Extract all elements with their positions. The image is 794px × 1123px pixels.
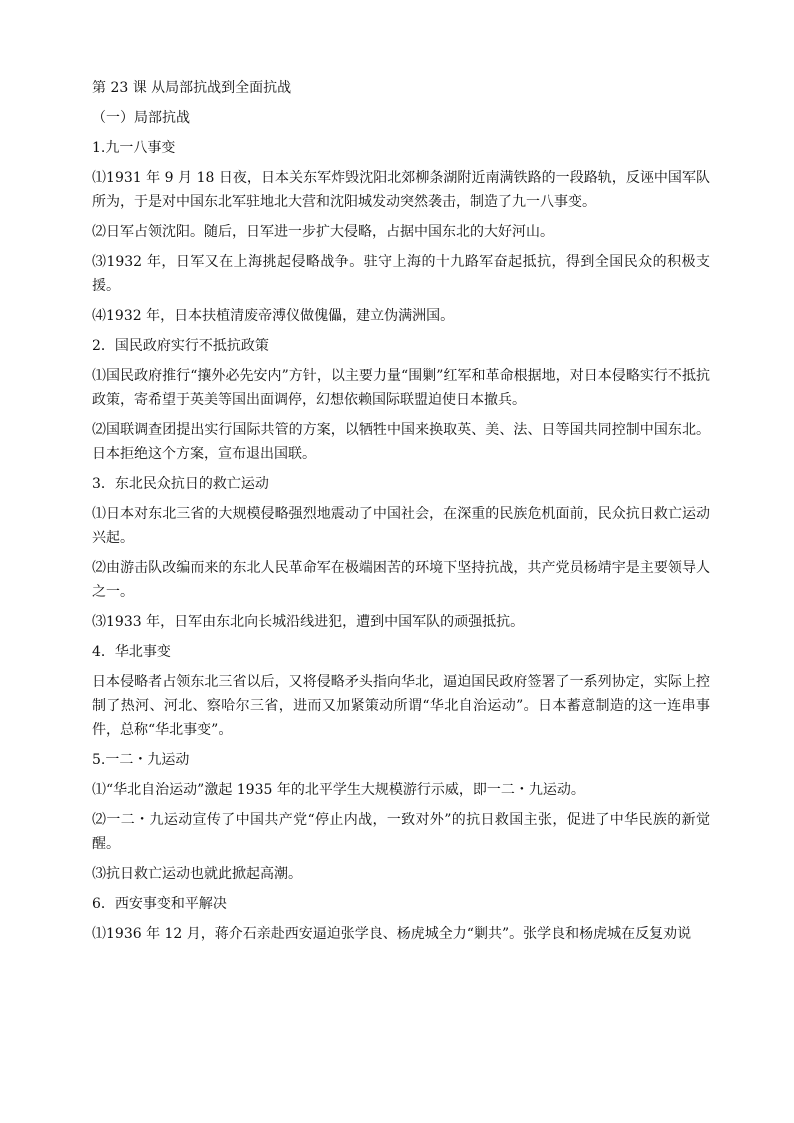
heading-6: 6．西安事变和平解决 — [92, 896, 227, 912]
heading-4: 4．华北事变 — [92, 644, 171, 660]
paragraph-4-1: 日本侵略者占领东北三省以后，又将侵略矛头指向华北，逼迫国民政府签署了一系列协定，实际上控制了热河、河北、察哈尔三省，进而又加紧策动所谓“华北自治运动”。日本蓄意制造的这一连串事件，总称“华北事变”。 — [92, 674, 710, 738]
paragraph-5-3: ⑶抗日救亡运动也就此掀起高潮。 — [92, 866, 302, 882]
paragraph-3-1: ⑴日本对东北三省的大规模侵略强烈地震动了中国社会，在深重的民族危机面前，民众抗日救亡运动兴起。 — [92, 506, 710, 546]
paragraph-1-3: ⑶1932 年，日军又在上海挑起侵略战争。驻守上海的十九路军奋起抵抗，得到全国民众的积极支援。 — [92, 254, 710, 294]
heading-1: 1.九一八事变 — [92, 140, 176, 156]
paragraph-1-1: ⑴1931 年 9 月 18 日夜，日本关东军炸毁沈阳北郊柳条湖附近南满铁路的一段路轨，反诬中国军队所为，于是对中国东北军驻地北大营和沈阳城发动突然袭击，制造了九一八事变。 — [92, 170, 710, 210]
heading-2: 2．国民政府实行不抵抗政策 — [92, 338, 269, 354]
heading-5: 5.一二・九运动 — [92, 752, 190, 768]
lesson-title: 第 23 课 从局部抗战到全面抗战 — [92, 80, 292, 96]
paragraph-2-2: ⑵国联调查团提出实行国际共管的方案，以牺牲中国来换取英、美、法、日等国共同控制中国东北。日本拒绝这个方案，宣布退出国联。 — [92, 422, 710, 462]
heading-3: 3．东北民众抗日的救亡运动 — [92, 476, 269, 492]
paragraph-1-2: ⑵日军占领沈阳。随后，日军进一步扩大侵略，占据中国东北的大好河山。 — [92, 224, 554, 240]
paragraph-6-1: ⑴1936 年 12 月，蒋介石亲赴西安逼迫张学良、杨虎城全力“剿共”。张学良和杨虎城在反复劝说 — [92, 926, 692, 942]
paragraph-5-2: ⑵一二・九运动宣传了中国共产党“停止内战，一致对外”的抗日救国主张，促进了中华民族的新觉醒。 — [92, 812, 710, 852]
paragraph-5-1: ⑴“华北自治运动”激起 1935 年的北平学生大规模游行示威，即一二・九运动。 — [92, 782, 585, 798]
paragraph-3-3: ⑶1933 年，日军由东北向长城沿线进犯，遭到中国军队的顽强抵抗。 — [92, 614, 525, 630]
paragraph-1-4: ⑷1932 年，日本扶植清废帝溥仪做傀儡，建立伪满洲国。 — [92, 308, 455, 324]
paragraph-2-1: ⑴国民政府推行“攘外必先安内”方针，以主要力量“围剿”红军和革命根据地，对日本侵略实行不抵抗政策，寄希望于英美等国出面调停，幻想依赖国际联盟迫使日本撤兵。 — [92, 368, 710, 408]
paragraph-3-2: ⑵由游击队改编而来的东北人民革命军在极端困苦的环境下坚持抗战，共产党员杨靖宇是主要领导人之一。 — [92, 560, 710, 600]
document-page — [92, 76, 710, 946]
section-heading: （一）局部抗战 — [92, 110, 190, 126]
